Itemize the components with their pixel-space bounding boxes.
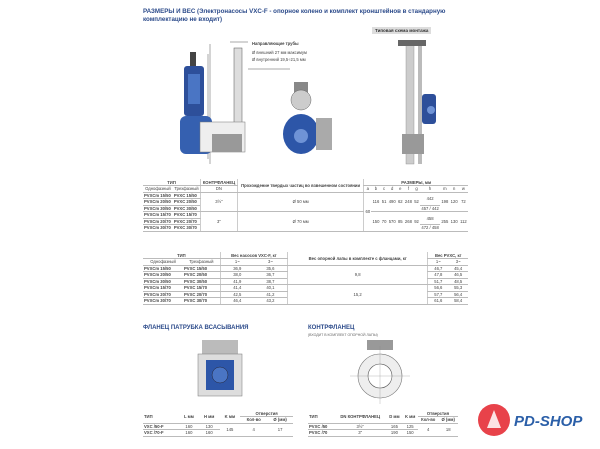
table-cell: PVXCm 15/70	[143, 285, 183, 292]
table-cell: PVXCm 15/50	[143, 265, 183, 272]
suction-flange-table	[143, 410, 293, 437]
table-cell: 47,8	[428, 272, 449, 279]
table-cell: DN КОНТРФЛАНЕЦ	[334, 410, 387, 423]
table-row	[143, 285, 468, 292]
table-cell: 41,9	[220, 278, 254, 285]
table-cell: 3~	[254, 259, 288, 266]
guide-pipes-inner: Ø внутренний 19,5÷21,5 мм	[252, 57, 306, 62]
dimensions-table	[143, 179, 468, 232]
table-cell: 190	[387, 430, 403, 437]
table-cell: K мм	[220, 410, 241, 423]
table-cell: 160	[179, 430, 199, 437]
table-cell: 17	[267, 423, 293, 436]
table-cell: Трехфазный	[174, 186, 199, 192]
table-cell: 3"	[201, 212, 238, 232]
table-cell: Отверстия	[240, 410, 293, 417]
table-cell: РАЗМЕРЫ, мм	[364, 179, 468, 186]
table-cell: H мм	[199, 410, 220, 423]
pump-front-view	[283, 82, 332, 154]
table-cell: 56,4	[448, 291, 468, 298]
table-cell: 35,6	[254, 265, 288, 272]
table-cell: PVXCm 20/50	[143, 272, 183, 279]
table-cell: 490	[388, 192, 397, 212]
table-cell: 165	[387, 423, 403, 430]
table-cell: 46,4	[220, 298, 254, 305]
table-cell: ТИП	[143, 410, 179, 423]
guide-pipes-title: Направляющие трубы	[252, 41, 299, 46]
table-cell: PVXCm 30/50	[143, 205, 173, 212]
table-cell: ТИП	[143, 252, 220, 259]
table-cell: PVXC 20/70	[183, 291, 220, 298]
table-cell: 92	[413, 212, 420, 232]
table-cell: PVXCm 15/50	[143, 192, 173, 199]
table-cell: 160	[179, 423, 199, 430]
mounting-badge: Типовая схема монтажа	[372, 27, 431, 34]
table-cell: 268	[404, 212, 413, 232]
table-cell: ТИП	[143, 179, 201, 186]
table-cell: D мм	[387, 410, 403, 423]
table-cell: h	[420, 186, 440, 193]
pump-drawings	[140, 34, 480, 174]
table-cell: PVXCm 30/70	[143, 225, 173, 232]
table-cell: K мм	[402, 410, 418, 423]
weight-table	[143, 252, 468, 305]
table-cell: PVXC /70	[308, 430, 334, 437]
counter-flange-drawing	[345, 338, 415, 404]
guide-pipes-outer: Ø внешний 27 мм максимум	[252, 50, 307, 55]
table-cell: Вес насосов VXC-F, кг	[220, 252, 287, 259]
table-cell: PVXCm 20/70	[143, 291, 183, 298]
table-cell: 58,4	[448, 298, 468, 305]
table-cell: 4	[418, 423, 438, 436]
table-cell: 56,6	[428, 285, 449, 292]
suction-flange-title: ФЛАНЕЦ ПАТРУБКА ВСАСЫВАНИЯ	[143, 325, 249, 331]
table-cell: PVXCm 15/70	[143, 212, 173, 219]
table-cell: 3½"	[201, 192, 238, 212]
table-cell: PVXC 20/50	[183, 272, 220, 279]
table-cell: 9,8	[287, 265, 427, 285]
table-cell: 57,7	[428, 291, 449, 298]
logo-text: PD-SHOP	[514, 413, 583, 430]
table-cell: PVXC 30/50	[173, 205, 201, 212]
page-title: РАЗМЕРЫ И ВЕС (Электронасосы VXC-F - опорное колено и комплект кронштейнов в стандарную комплектацию не входит)	[143, 8, 446, 23]
table-cell: 130	[450, 212, 459, 232]
table-cell: PVXC 20/70	[173, 218, 201, 225]
table-cell: m	[440, 186, 449, 193]
guide-pipes-note	[252, 41, 307, 62]
pd-shop-logo[interactable]	[478, 398, 598, 442]
table-cell: 125	[402, 423, 418, 430]
table-cell: PVXC 15/50	[183, 265, 220, 272]
table-cell: 150	[371, 212, 380, 232]
table-cell: PVXC 30/70	[183, 298, 220, 305]
table-cell: L мм	[179, 410, 199, 423]
table-cell	[143, 410, 293, 436]
table-cell: Отверстия	[418, 410, 458, 417]
table-row	[143, 192, 468, 199]
table-cell: ТИП	[308, 410, 334, 423]
table-cell: PVXC 30/70	[173, 225, 201, 232]
table-cell: 46,7	[428, 265, 449, 272]
table-cell: c	[381, 186, 388, 193]
table-cell: 46,5	[448, 272, 468, 279]
table-cell: Ø (мм)	[267, 417, 293, 424]
counter-flange-subtitle: (ВХОДИТ В КОМПЛЕКТ ОПОРНОЙ ЛАПЫ)	[308, 333, 378, 337]
suction-flange-drawing	[180, 338, 260, 404]
table-cell: 38,7	[254, 278, 288, 285]
table-cell: 457 / 442	[421, 205, 439, 211]
table-cell: PVXCm 30/70	[143, 298, 183, 305]
table-cell: 198	[440, 192, 449, 212]
table-cell: 116	[371, 192, 380, 212]
table-cell: PVXCm 30/50	[143, 278, 183, 285]
table-cell: PVXC 15/70	[173, 212, 201, 219]
table-cell: PVXC 30/50	[183, 278, 220, 285]
table-cell: 43,2	[254, 298, 288, 305]
table-cell: PVXC 15/70	[183, 285, 220, 292]
table-cell: Кол-во	[418, 417, 438, 424]
table-cell: 160	[199, 430, 220, 437]
table-cell: 3½"	[334, 423, 387, 430]
table-cell: Ø 70 мм	[237, 212, 364, 232]
table-cell: 248	[404, 192, 413, 212]
table-cell: 51,7	[428, 278, 449, 285]
table-cell: 62	[397, 192, 404, 212]
table-cell: 42,5	[220, 291, 254, 298]
table-cell: 1~	[220, 259, 254, 266]
mounting-diagram	[398, 40, 436, 164]
table-cell: VXC /70-F	[143, 430, 179, 437]
table-cell: g	[413, 186, 420, 193]
table-cell: 51	[381, 192, 388, 212]
table-cell: Кол-во	[240, 417, 267, 424]
table-cell: f	[404, 186, 413, 193]
table-cell: 55,3	[448, 285, 468, 292]
table-cell: VXC /50-F	[143, 423, 179, 430]
table-cell: 70	[381, 212, 388, 232]
table-cell: 36,7	[254, 272, 288, 279]
table-cell: 38,0	[220, 272, 254, 279]
table-cell: Однофазный	[143, 186, 173, 193]
table-cell: d	[388, 186, 397, 193]
table-cell: 85	[397, 212, 404, 232]
table-cell: 52	[413, 192, 420, 212]
table-cell: 61,6	[428, 298, 449, 305]
table-cell: 112	[459, 212, 468, 232]
table-cell: DN	[201, 186, 238, 193]
table-cell: 150	[402, 430, 418, 437]
table-cell: 36,9	[220, 265, 254, 272]
table-cell: Однофазный	[143, 259, 183, 266]
table-cell: Вес опорной лапы в комплекте с фланцами, кг	[287, 252, 427, 265]
table-cell: a	[364, 186, 371, 193]
table-cell: PVXC 20/50	[173, 199, 201, 206]
table-cell: 442	[420, 192, 440, 205]
table-cell: 72	[459, 192, 468, 212]
table-cell: 41,4	[220, 285, 254, 292]
table-cell: 41,2	[254, 291, 288, 298]
table-cell: 3"	[334, 430, 387, 437]
table-cell: 3~	[448, 259, 468, 266]
table-cell: PVXC 15/50	[173, 192, 201, 199]
counter-flange-table	[308, 410, 458, 437]
table-cell	[308, 410, 458, 436]
table-cell: 255	[440, 212, 449, 232]
table-cell: PVXC /50	[308, 423, 334, 430]
table-cell: PVXCm 20/50	[143, 199, 173, 206]
table-cell: 570	[388, 212, 397, 232]
table-cell: 4	[240, 423, 267, 436]
table-cell: w	[459, 186, 468, 193]
table-cell: 130	[199, 423, 220, 430]
table-cell	[143, 252, 468, 265]
table-cell: 145	[220, 423, 241, 436]
table-cell: 48,5	[448, 278, 468, 285]
table-cell	[143, 179, 468, 231]
table-cell: 15,2	[287, 285, 427, 305]
table-cell: 40,1	[254, 285, 288, 292]
table-cell: 60	[364, 192, 371, 231]
table-cell: b	[371, 186, 380, 193]
table-cell: Трехфазный	[183, 259, 220, 266]
table-cell: n	[450, 186, 459, 193]
counter-flange-title: КОНТРФЛАНЕЦ	[308, 325, 355, 331]
table-cell: 18	[438, 423, 458, 436]
table-row	[143, 212, 468, 219]
table-cell: 1~	[428, 259, 449, 266]
table-cell: Ø (мм)	[438, 417, 458, 424]
table-cell: 120	[450, 192, 459, 212]
table-cell: Прохождение твердых частиц во взвешенном состоянии	[237, 179, 364, 192]
table-cell: 45,4	[448, 265, 468, 272]
table-cell: КОНТРФЛАНЕЦ	[201, 179, 238, 186]
table-cell: e	[397, 186, 404, 193]
table-row	[143, 265, 468, 272]
table-cell: 458	[420, 212, 440, 225]
table-cell: Вес PVXC, кг	[428, 252, 468, 259]
table-cell	[143, 265, 468, 304]
table-cell: 472 / 458	[421, 225, 439, 231]
table-cell: Ø 50 мм	[237, 192, 364, 212]
table-cell: PVXCm 20/70	[143, 218, 173, 225]
